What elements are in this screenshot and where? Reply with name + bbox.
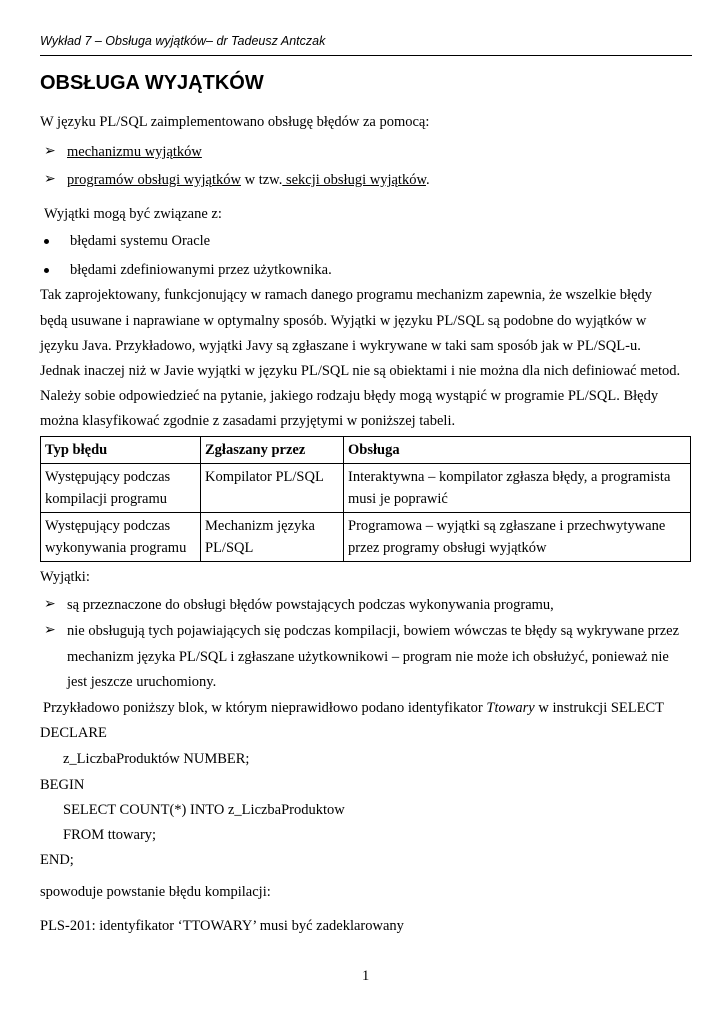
paragraph-line: będą usuwane i naprawiane w optymalny sposób. Wyjątki w języku PL/SQL są podobne do wyjątków w: [40, 313, 647, 329]
mechanism-item-2: programów obsługi wyjątków w tzw. sekcji obsługi wyjątków.: [67, 172, 430, 188]
code-line: SELECT COUNT(*) INTO z_LiczbaProduktow: [63, 802, 345, 818]
exception-item-2-line: mechanizm języka PL/SQL i zgłaszane użytkownikowi – program nie może ich obsłużyć, ponieważ nie: [67, 649, 669, 665]
mechanism-link: mechanizmu wyjątków: [67, 144, 202, 160]
exception-item-2-line: jest jeszcze uruchomiony.: [67, 674, 217, 690]
error-message: PLS-201: identyfikator ‘TTOWARY’ musi być zadeklarowany: [40, 918, 404, 934]
result-intro: spowoduje powstanie błędu kompilacji:: [40, 884, 271, 900]
paragraph-line: Jednak inaczej niż w Javie wyjątki w języku PL/SQL nie są obiektami i nie można dla nich definiować metod.: [40, 363, 681, 379]
identifier-text: Ttowary: [486, 700, 535, 716]
handlers-link: programów obsługi wyjątków: [67, 172, 241, 188]
mechanism-item-1: [67, 142, 202, 162]
arrow-bullet-icon: ➢: [44, 623, 56, 638]
code-line: DECLARE: [40, 725, 107, 741]
code-line: FROM ttowary;: [63, 827, 157, 843]
arrow-bullet-icon: ➢: [44, 172, 56, 187]
exceptions-label: Wyjątki:: [40, 569, 90, 585]
paragraph-line: języku Java. Przykładowo, wyjątki Javy są zgłaszane i wykrywane w taki sam sposób jak w PL/SQL-u.: [40, 338, 641, 354]
page-header: Wykład 7 – Obsługa wyjątków– dr Tadeusz Antczak: [40, 33, 692, 56]
table-cell: Kompilator PL/SQL: [201, 464, 344, 513]
table-cell: Występujący podczas kompilacji programu: [41, 464, 201, 513]
related-intro: Wyjątki mogą być związane z:: [44, 206, 222, 222]
table-header-cell: Obsługa: [344, 437, 691, 464]
error-types-table: [40, 436, 691, 562]
table-row: [41, 464, 691, 513]
table-cell: Interaktywna – kompilator zgłasza błędy, a programista musi je poprawić: [344, 464, 691, 513]
paragraph-line: Należy sobie odpowiedzieć na pytanie, jakiego rodzaju błędy mogą wystąpić w programie PL/SQL. Błędy: [40, 388, 659, 404]
related-item: błędami zdefiniowanymi przez użytkownika.: [70, 262, 332, 278]
bullet-dot-icon: [44, 239, 49, 244]
page-title: OBSŁUGA WYJĄTKÓW: [40, 72, 264, 94]
code-line: BEGIN: [40, 777, 85, 793]
exception-item-2-line: nie obsługują tych pojawiających się podczas kompilacji, bowiem wówczas te błędy są wykrywane przez: [67, 623, 680, 639]
table-cell: Mechanizm języka PL/SQL: [201, 513, 344, 562]
section-link: sekcji obsługi wyjątków: [282, 172, 426, 188]
table-cell: Występujący podczas wykonywania programu: [41, 513, 201, 562]
table-header-row: [41, 437, 691, 464]
code-line: z_LiczbaProduktów NUMBER;: [63, 751, 250, 767]
related-item: błędami systemu Oracle: [70, 233, 211, 249]
table-row: [41, 513, 691, 562]
table-header-cell: Typ błędu: [41, 437, 201, 464]
table-header-cell: Zgłaszany przez: [201, 437, 344, 464]
intro-text: W języku PL/SQL zaimplementowano obsługę błędów za pomocą:: [40, 114, 430, 130]
example-intro: Przykładowo poniższy blok, w którym nieprawidłowo podano identyfikator Ttowary w instrukcji SELECT: [43, 700, 665, 716]
code-line: END;: [40, 852, 74, 868]
exception-item-1: są przeznaczone do obsługi błędów powstających podczas wykonywania programu,: [67, 597, 554, 613]
page-number: 1: [362, 968, 370, 984]
arrow-bullet-icon: ➢: [44, 597, 56, 612]
bullet-dot-icon: [44, 268, 49, 273]
arrow-bullet-icon: ➢: [44, 144, 56, 159]
paragraph-line: można klasyfikować zgodnie z zasadami przyjętymi w poniższej tabeli.: [40, 413, 456, 429]
paragraph-line: Tak zaprojektowany, funkcjonujący w ramach danego programu mechanizm zapewnia, że wszelkie błędy: [40, 287, 653, 303]
table-cell: Programowa – wyjątki są zgłaszane i przechwytywane przez programy obsługi wyjątków: [344, 513, 691, 562]
